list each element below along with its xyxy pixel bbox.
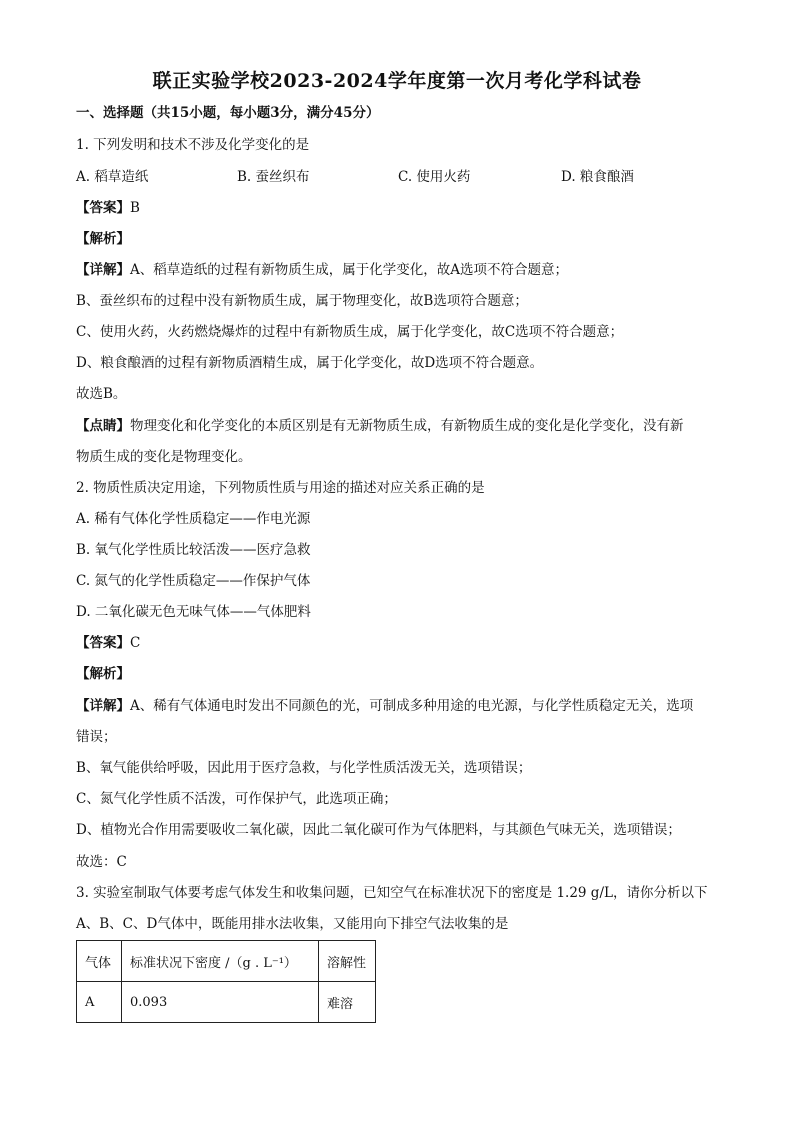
q2-analysis-label: 【解析】 [76, 666, 130, 682]
answer-value: B [130, 200, 140, 216]
answer-label: 【答案】 [76, 635, 130, 651]
q2-option-b: B. 氧气化学性质比较活泼——医疗急救 [76, 542, 311, 558]
page-title: 联正实验学校2023-2024学年度第一次月考化学科试卷 [152, 70, 642, 92]
q1-detail-line: B、蚕丝织布的过程中没有新物质生成，属于物理变化，故B选项符合题意； [76, 293, 528, 309]
point-label: 【点睛】 [76, 418, 130, 434]
q2-option-c: C. 氮气的化学性质稳定——作保护气体 [76, 573, 311, 589]
q1-detail-line: D、粮食酿酒的过程有新物质酒精生成，属于化学变化，故D选项不符合题意。 [76, 355, 544, 371]
answer-label: 【答案】 [76, 200, 130, 216]
q1-detail-line: C、使用火药，火药燃烧爆炸的过程中有新物质生成，属于化学变化，故C选项不符合题意； [76, 324, 624, 340]
q2-detail-line [76, 697, 693, 715]
q3-stem-line: A、B、C、D气体中，既能用排水法收集，又能用向下排空气法收集的是 [76, 916, 509, 932]
q2-answer [76, 634, 140, 652]
answer-value: C [130, 635, 141, 651]
q1-option-a: A. 稻草造纸 [76, 169, 149, 185]
point-text: 物理变化和化学变化的本质区别是有无新物质生成，有新物质生成的变化是化学变化，没有新 [130, 418, 684, 434]
q1-stem: 1. 下列发明和技术不涉及化学变化的是 [76, 137, 310, 153]
section-heading: 一、选择题（共15小题，每小题3分，满分45分） [76, 105, 380, 121]
table-cell: 0.093 [122, 982, 319, 1023]
q1-detail-line [76, 261, 568, 279]
table-header-cell: 标准状况下密度 /（g . L⁻¹） [122, 941, 319, 982]
detail-label: 【详解】 [76, 262, 130, 278]
q1-point-line [76, 417, 684, 435]
q2-stem: 2. 物质性质决定用途，下列物质性质与用途的描述对应关系正确的是 [76, 480, 485, 496]
q2-detail-line: B、氧气能供给呼吸，因此用于医疗急救，与化学性质活泼无关，选项错误； [76, 760, 532, 776]
q1-conclusion: 故选B。 [76, 386, 127, 402]
table-header-row [77, 941, 376, 982]
detail-text: A、稻草造纸的过程有新物质生成，属于化学变化，故A选项不符合题意； [130, 262, 568, 278]
q3-stem-line: 3. 实验室制取气体要考虑气体发生和收集问题，已知空气在标准状况下的密度是 1.29 g/L，请你分析以下 [76, 885, 708, 901]
q3-gas-table [76, 940, 376, 1023]
table-header-cell: 溶解性 [319, 941, 376, 982]
q1-point-line: 物质生成的变化是物理变化。 [76, 449, 252, 465]
table-cell: 难溶 [319, 982, 376, 1023]
q2-detail-line: C、氮气化学性质不活泼，可作保护气，此选项正确； [76, 791, 397, 807]
detail-text: A、稀有气体通电时发出不同颜色的光，可制成多种用途的电光源，与化学性质稳定无关，选项 [130, 698, 694, 714]
q1-option-d: D. 粮食酿酒 [561, 169, 634, 185]
q2-option-d: D. 二氧化碳无色无味气体——气体肥料 [76, 604, 311, 620]
table-cell: A [77, 982, 122, 1023]
q1-analysis-label: 【解析】 [76, 231, 130, 247]
q2-conclusion: 故选：C [76, 854, 127, 870]
q2-option-a: A. 稀有气体化学性质稳定——作电光源 [76, 511, 311, 527]
detail-label: 【详解】 [76, 698, 130, 714]
q2-detail-line: 错误； [76, 729, 117, 745]
q2-detail-line: D、植物光合作用需要吸收二氧化碳，因此二氧化碳可作为气体肥料，与其颜色气味无关，选项错误； [76, 822, 681, 838]
q1-answer [76, 199, 140, 217]
table-row [77, 982, 376, 1023]
q1-option-c: C. 使用火药 [398, 169, 471, 185]
q1-option-b: B. 蚕丝织布 [237, 169, 310, 185]
table-header-cell: 气体 [77, 941, 122, 982]
